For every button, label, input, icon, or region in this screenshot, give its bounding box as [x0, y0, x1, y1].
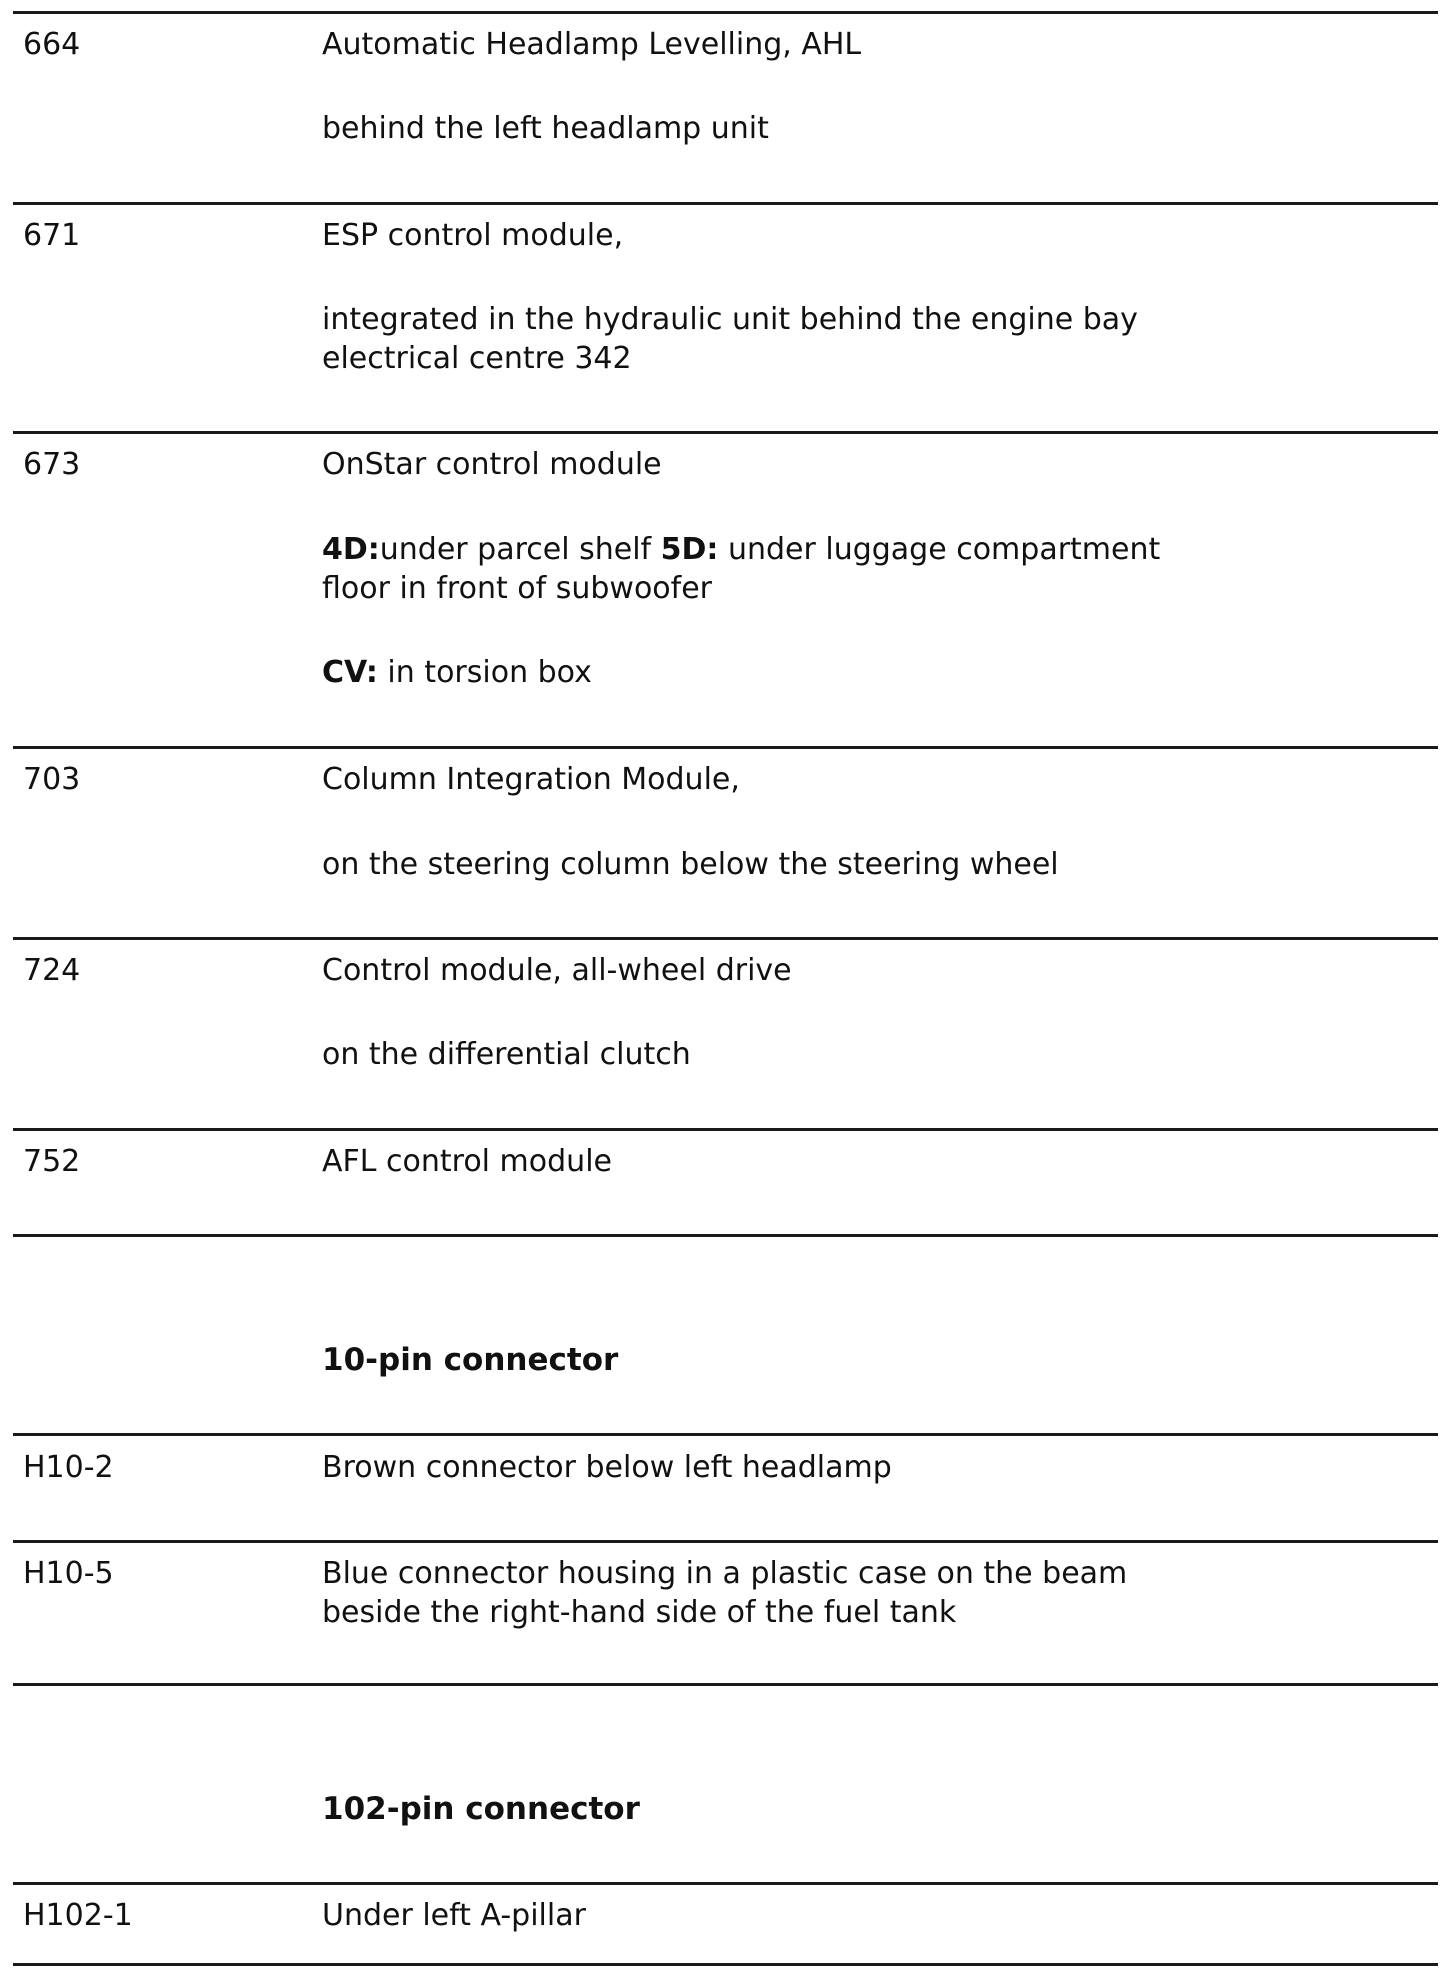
component-location: on the steering column below the steering wheel [322, 847, 1059, 882]
component-code: 724 [23, 953, 81, 988]
component-title: AFL control module [322, 1144, 612, 1179]
table-rule [13, 431, 1438, 434]
component-code: 673 [23, 447, 81, 482]
table-rule [13, 1128, 1438, 1131]
component-title: OnStar control module [322, 447, 662, 482]
table-rule [13, 202, 1438, 205]
table-rule [13, 1683, 1438, 1686]
table-rule [13, 1882, 1438, 1885]
table-rule [13, 1963, 1438, 1966]
component-code: 703 [23, 762, 81, 797]
component-location: integrated in the hydraulic unit behind the engine bay [322, 302, 1138, 337]
variant-label: CV: [322, 655, 378, 690]
component-location [322, 531, 1160, 569]
variant-location: under parcel shelf [379, 532, 661, 567]
component-code: 664 [23, 27, 81, 62]
connector-location: Brown connector below left headlamp [322, 1450, 892, 1485]
component-location: floor in front of subwoofer [322, 571, 712, 606]
component-title: Automatic Headlamp Levelling, AHL [322, 27, 862, 62]
section-heading: 102-pin connector [322, 1791, 640, 1827]
connector-code: H10-5 [23, 1556, 114, 1591]
variant-label: 5D: [660, 532, 719, 567]
component-title: Control module, all-wheel drive [322, 953, 792, 988]
table-rule [13, 1540, 1438, 1543]
connector-code: H102-1 [23, 1898, 133, 1933]
table-rule [13, 1234, 1438, 1237]
variant-location: under luggage compartment [718, 532, 1161, 567]
connector-location: beside the right-hand side of the fuel tank [322, 1595, 957, 1630]
component-code: 671 [23, 218, 81, 253]
table-rule [13, 1433, 1438, 1436]
component-title: Column Integration Module, [322, 762, 740, 797]
table-rule [13, 746, 1438, 749]
component-location: electrical centre 342 [322, 341, 632, 376]
variant-label: 4D: [322, 532, 380, 567]
connector-code: H10-2 [23, 1450, 114, 1485]
component-code: 752 [23, 1144, 81, 1179]
table-rule [13, 11, 1438, 14]
table-rule [13, 937, 1438, 940]
component-title: ESP control module, [322, 218, 624, 253]
component-location [322, 654, 592, 692]
section-heading: 10-pin connector [322, 1342, 619, 1378]
connector-location: Under left A-pillar [322, 1898, 586, 1933]
connector-location: Blue connector housing in a plastic case on the beam [322, 1556, 1128, 1591]
variant-location: in torsion box [377, 655, 592, 690]
component-location: on the differential clutch [322, 1037, 691, 1072]
component-location: behind the left headlamp unit [322, 111, 769, 146]
